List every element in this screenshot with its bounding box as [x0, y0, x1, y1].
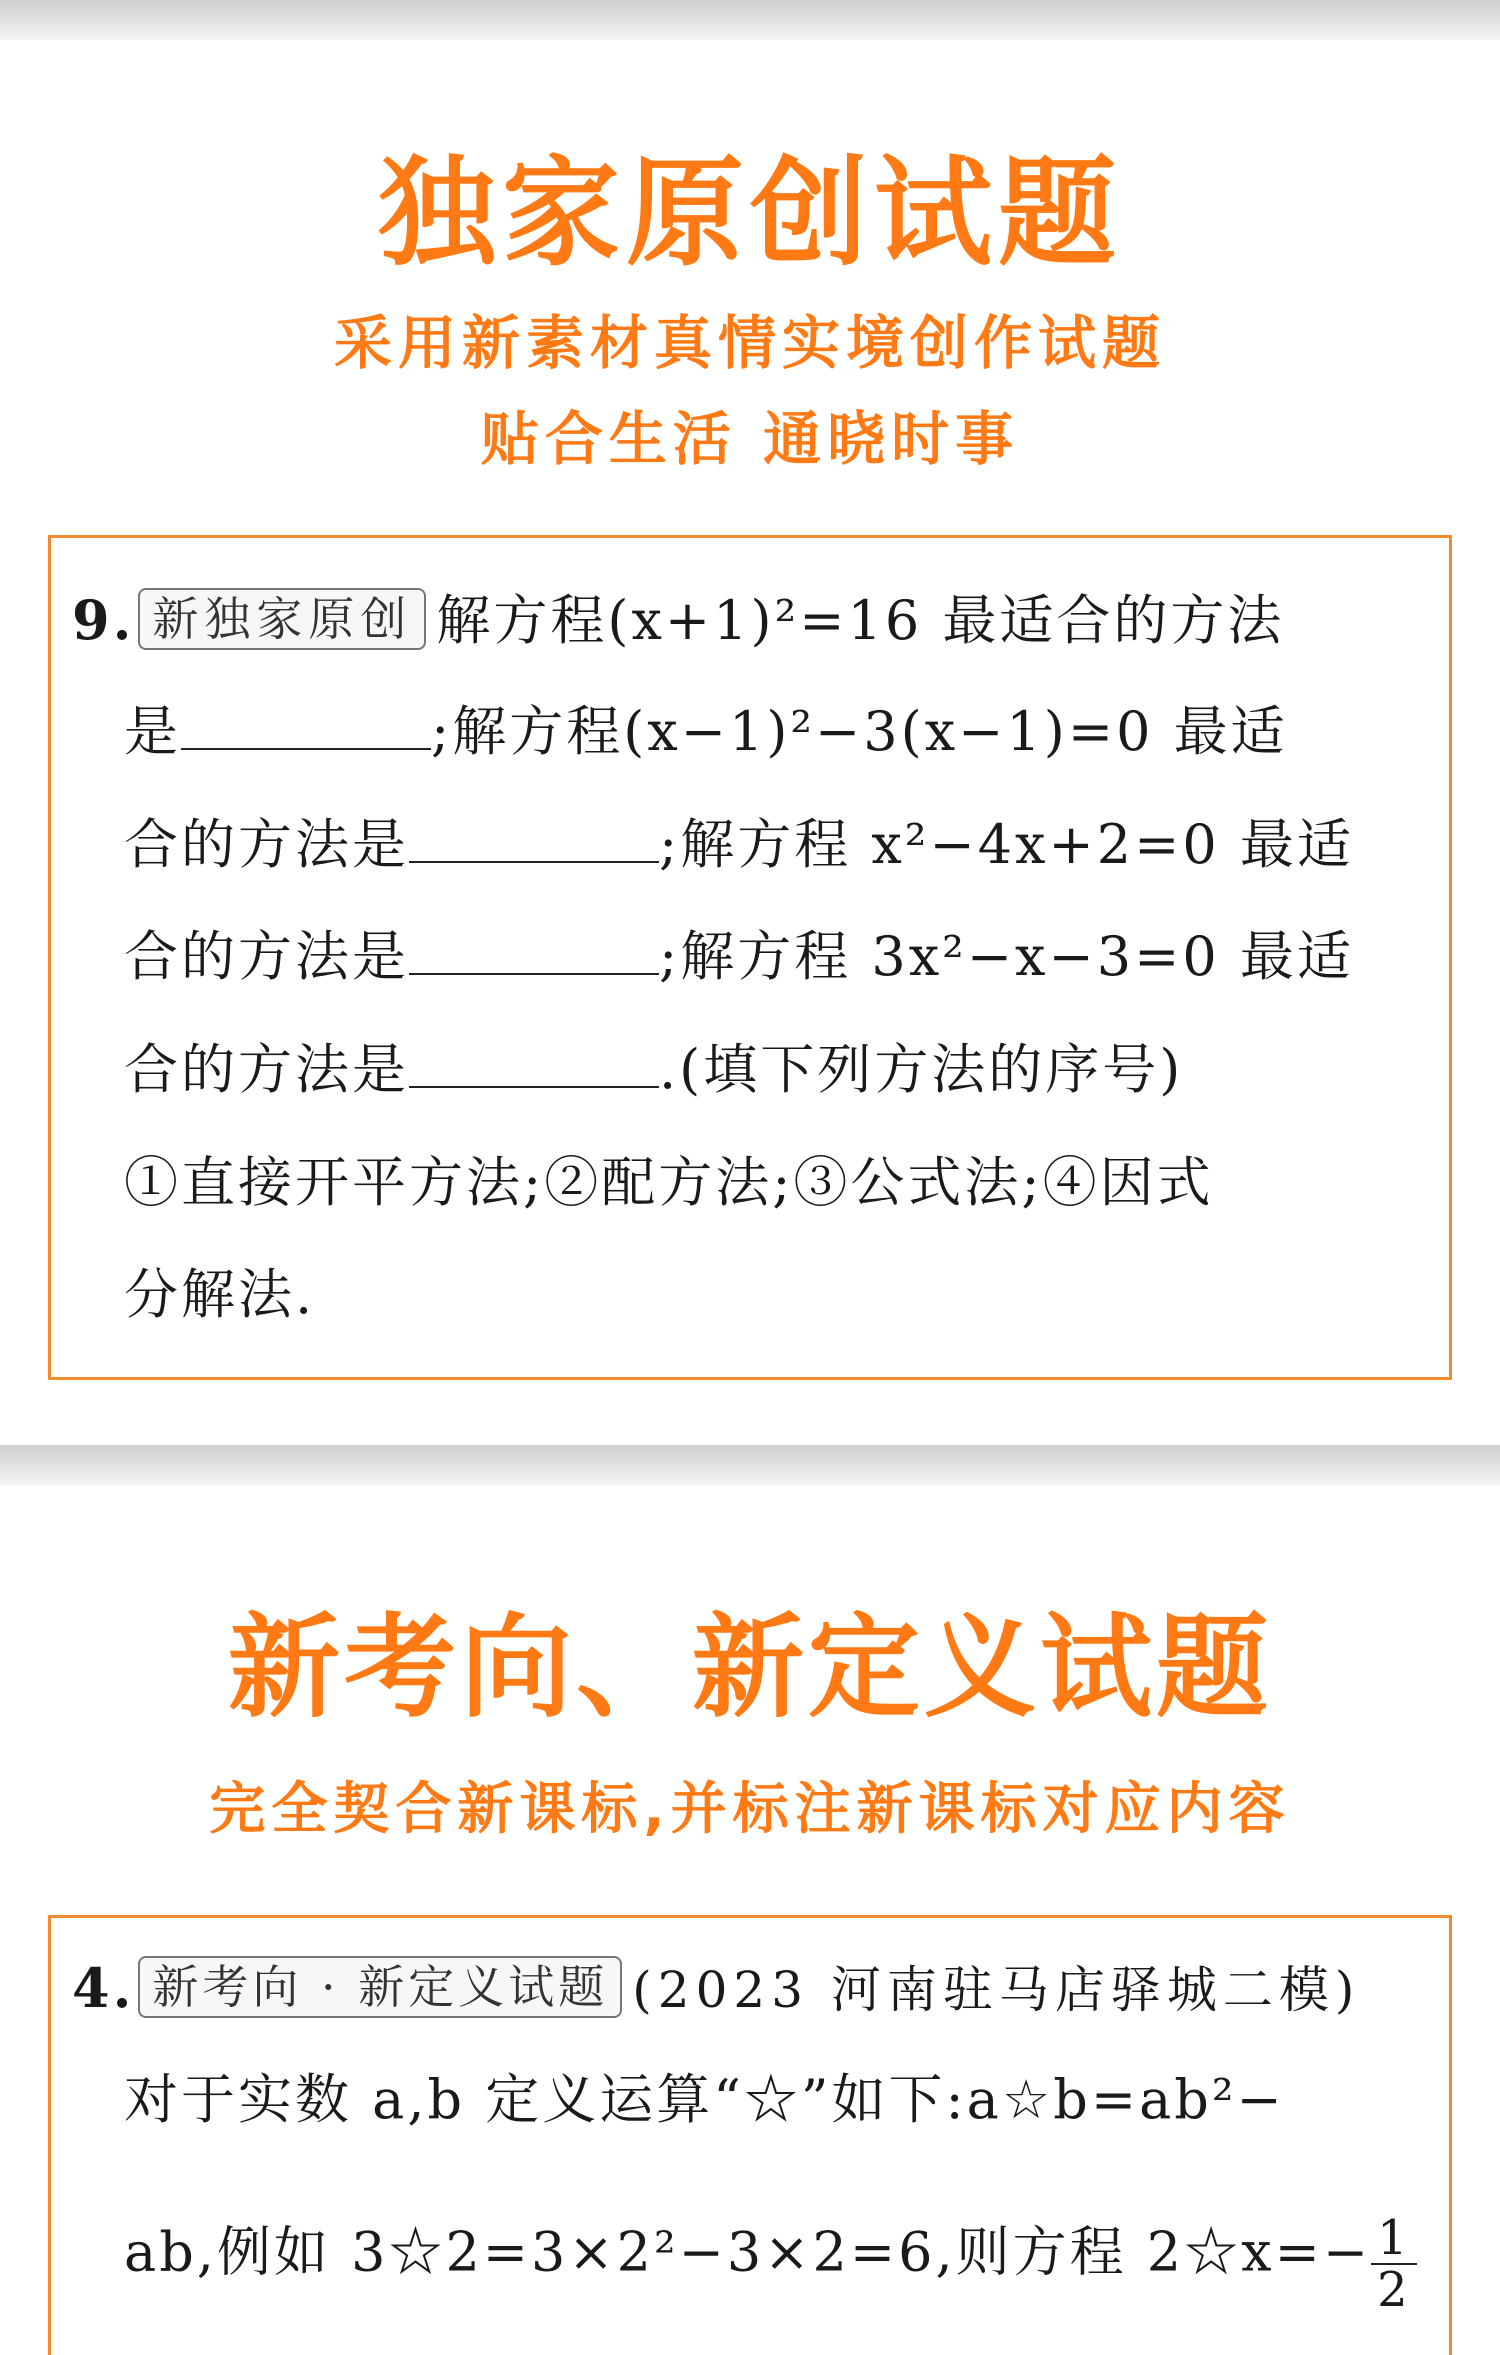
question-text: ;解方程 x²−4x+2=0 最适 — [659, 813, 1354, 876]
section1-subtitle-2: 贴合生活 通晓时事 — [480, 405, 1020, 473]
question-4-line-1 — [72, 1956, 1361, 2022]
question-9-line-7 — [124, 1263, 316, 1326]
question-4-line-2 — [124, 2068, 1285, 2131]
question-text: 合的方法是 — [124, 813, 409, 876]
question-number: 9. — [72, 588, 135, 652]
question-9-line-1 — [72, 588, 1285, 654]
question-text: 对于实数 a,b 定义运算“☆”如下:a☆b=ab²− — [124, 2068, 1285, 2131]
question-tag: 新考向 · 新定义试题 — [138, 1956, 622, 2018]
question-text: 解方程(x+1)²=16 最适合的方法 — [436, 589, 1285, 652]
section2-title: 新考向、新定义试题 — [228, 1603, 1272, 1733]
section-divider — [0, 1445, 1500, 1485]
question-9-line-5 — [124, 1038, 1184, 1101]
fraction-numerator: 1 — [1371, 2213, 1417, 2265]
question-4-line-3 — [124, 2205, 1417, 2319]
question-text: ①直接开平方法;②配方法;③公式法;④因式 — [124, 1151, 1214, 1214]
answer-blank-2[interactable] — [409, 821, 659, 863]
question-number: 4. — [72, 1956, 135, 2020]
section1-title: 独家原创试题 — [377, 144, 1122, 282]
question-text: ;解方程 3x²−x−3=0 最适 — [659, 925, 1354, 988]
question-source: (2023 河南驻马店驿城二模) — [632, 1961, 1361, 2019]
question-text: 是 — [124, 700, 181, 763]
top-divider — [0, 0, 1500, 40]
question-text: 合的方法是 — [124, 925, 409, 988]
section2-subtitle: 完全契合新课标,并标注新课标对应内容 — [209, 1777, 1291, 1842]
question-tag: 新独家原创 — [138, 588, 426, 650]
question-text: 分解法. — [124, 1263, 316, 1326]
question-text: ;解方程(x−1)²−3(x−1)=0 最适 — [431, 700, 1288, 763]
answer-blank-1[interactable] — [181, 708, 431, 750]
answer-blank-3[interactable] — [409, 933, 659, 975]
question-9-line-6 — [124, 1151, 1214, 1214]
question-text: 合的方法是 — [124, 1038, 409, 1101]
fraction-denominator: 2 — [1377, 2262, 1411, 2319]
question-text: .(填下列方法的序号) — [659, 1038, 1184, 1101]
question-text: ab,例如 3☆2=3×2²−3×2=6,则方程 2☆x=− — [124, 2220, 1372, 2284]
answer-blank-4[interactable] — [409, 1046, 659, 1088]
section1-subtitle-1: 采用新素材真情实境创作试题 — [333, 309, 1166, 377]
question-9-line-2 — [124, 700, 1288, 763]
fraction — [1371, 2210, 1417, 2319]
question-9-line-3 — [124, 813, 1354, 876]
question-9-line-4 — [124, 925, 1354, 988]
